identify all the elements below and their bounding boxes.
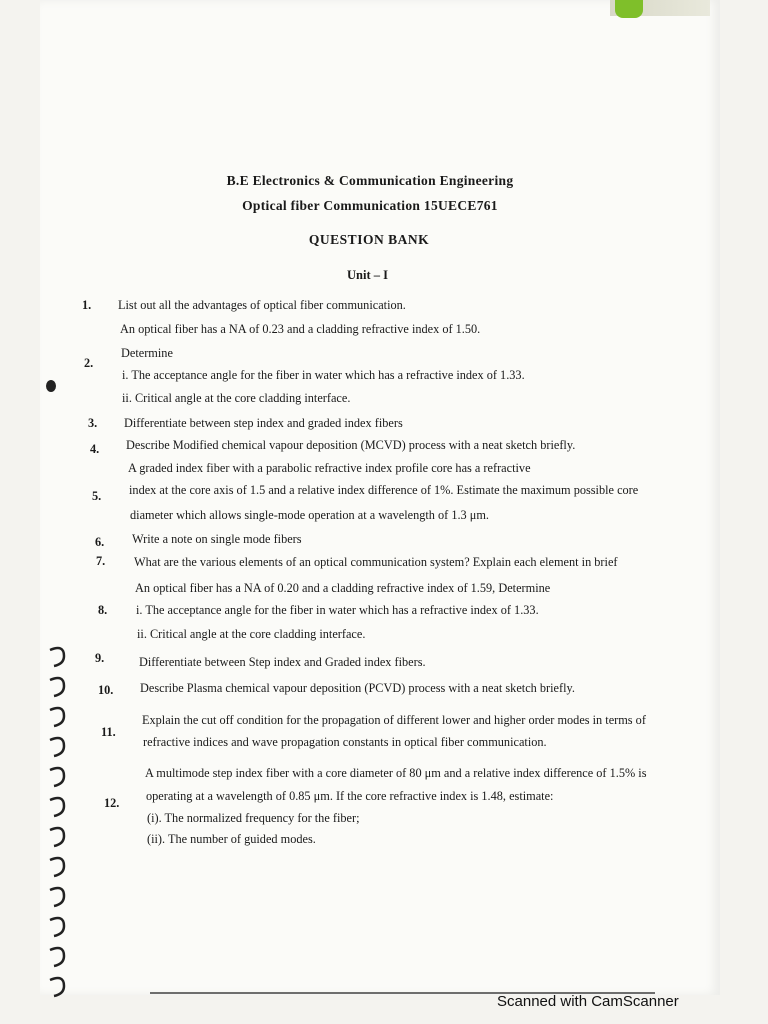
- question-1-line-1: List out all the advantages of optical fiber communication.: [118, 298, 406, 312]
- question-number: 3.: [88, 416, 98, 430]
- camscanner-watermark: Scanned with CamScanner: [497, 993, 679, 1010]
- question-12-line-4: (ii). The number of guided modes.: [147, 832, 316, 846]
- unit-heading: Unit – I: [347, 268, 388, 282]
- question-9-line-1: Differentiate between Step index and Graded index fibers.: [139, 655, 426, 669]
- question-number: 10.: [98, 683, 114, 697]
- question-8-line-3: ii. Critical angle at the core cladding interface.: [137, 627, 366, 641]
- question-10-line-1: Describe Plasma chemical vapour deposition (PCVD) process with a neat sketch briefly.: [140, 681, 575, 695]
- question-2-line-4: ii. Critical angle at the core cladding interface.: [122, 391, 351, 405]
- question-12-line-2: operating at a wavelength of 0.85 μm. If the core refractive index is 1.48, estimate:: [146, 789, 554, 803]
- question-3-line-1: Differentiate between step index and graded index fibers: [124, 416, 403, 430]
- document-header: [0, 168, 768, 218]
- question-7-line-1: What are the various elements of an optical communication system? Explain each element in brief: [134, 555, 618, 569]
- question-8-line-1: An optical fiber has a NA of 0.20 and a cladding refractive index of 1.59, Determine: [135, 581, 551, 595]
- question-6-line-1: Write a note on single mode fibers: [132, 532, 302, 546]
- question-4-line-1: Describe Modified chemical vapour deposition (MCVD) process with a neat sketch briefly.: [126, 438, 576, 452]
- document-title: QUESTION BANK: [308, 232, 430, 247]
- question-number: 9.: [95, 651, 105, 665]
- question-number: 6.: [95, 535, 105, 549]
- question-12-line-1: A multimode step index fiber with a core diameter of 80 μm and a relative index difference of 1.5% is: [145, 766, 647, 780]
- spiral-binding: [44, 640, 74, 1000]
- question-number: 8.: [98, 603, 108, 617]
- header-line-2: Optical fiber Communication 15UECE761: [242, 198, 498, 213]
- question-number: 2.: [84, 356, 94, 370]
- question-number: 1.: [82, 298, 92, 312]
- question-11-line-2: refractive indices and wave propagation constants in optical fiber communication.: [143, 735, 547, 749]
- green-clip: [615, 0, 643, 18]
- question-11-line-1: Explain the cut off condition for the propagation of different lower and higher order modes in terms of: [142, 713, 646, 727]
- question-2-line-1: An optical fiber has a NA of 0.23 and a cladding refractive index of 1.50.: [120, 322, 481, 336]
- binding-hole: [46, 380, 56, 392]
- question-8-line-2: i. The acceptance angle for the fiber in water which has a refractive index of 1.33.: [136, 603, 539, 617]
- question-number: 5.: [92, 489, 102, 503]
- question-5-line-1: A graded index fiber with a parabolic refractive index profile core has a refractive: [128, 461, 531, 475]
- question-number: 4.: [90, 442, 100, 456]
- header-line-1: B.E Electronics & Communication Engineering: [226, 173, 514, 188]
- question-2-line-2: Determine: [121, 346, 173, 360]
- question-number: 11.: [101, 725, 116, 739]
- question-5-line-2: index at the core axis of 1.5 and a relative index difference of 1%. Estimate the maximum possible core: [129, 483, 639, 497]
- question-number: 7.: [96, 554, 106, 568]
- question-2-line-3: i. The acceptance angle for the fiber in water which has a refractive index of 1.33.: [122, 368, 525, 382]
- question-number: 12.: [104, 796, 120, 810]
- question-5-line-3: diameter which allows single-mode operation at a wavelength of 1.3 μm.: [130, 508, 489, 522]
- question-12-line-3: (i). The normalized frequency for the fiber;: [147, 811, 360, 825]
